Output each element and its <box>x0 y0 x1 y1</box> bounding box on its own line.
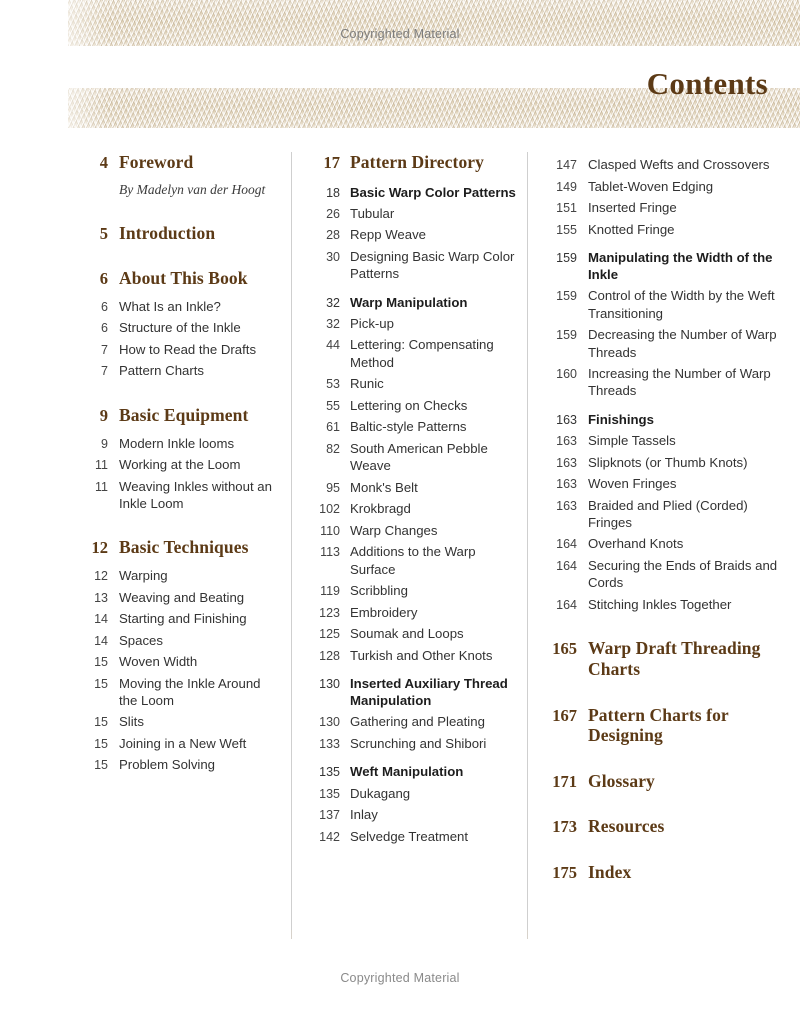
toc-page-number: 163 <box>556 412 577 427</box>
toc-entry-title: Knotted Fringe <box>588 221 675 237</box>
toc-entry[interactable] <box>549 771 782 792</box>
toc-page-number: 163 <box>556 434 577 449</box>
toc-entry-title: Designing Basic Warp Color Patterns <box>350 248 515 282</box>
toc-entry-title: Embroidery <box>350 604 418 620</box>
toc-entry-title: Woven Fringes <box>588 476 677 492</box>
toc-page-number: 11 <box>95 458 108 473</box>
toc-page-number: 9 <box>99 405 108 425</box>
toc-entry[interactable] <box>88 567 275 585</box>
toc-entry[interactable] <box>88 675 275 710</box>
toc-entry[interactable] <box>314 152 517 173</box>
toc-page-number: 151 <box>556 201 577 215</box>
toc-entry[interactable] <box>314 785 517 803</box>
toc-entry-title: Monk's Belt <box>350 479 418 495</box>
toc-page-number: 9 <box>101 436 108 451</box>
toc-entry-title: Structure of the Inkle <box>119 320 241 336</box>
toc-page-number: 164 <box>556 558 577 573</box>
toc-entry-title: Tubular <box>350 205 395 221</box>
toc-entry-title: Warp Manipulation <box>350 294 468 310</box>
toc-entry[interactable] <box>314 543 517 578</box>
toc-entry[interactable] <box>314 294 517 311</box>
toc-entry[interactable] <box>88 223 275 244</box>
toc-entry-title: Finishings <box>588 411 654 427</box>
toc-page-number: 159 <box>556 328 577 343</box>
toc-entry-title: Stitching Inkles Together <box>588 596 732 612</box>
toc-entry-title: Slipknots (or Thumb Knots) <box>588 454 748 470</box>
toc-page-number: 32 <box>326 316 340 331</box>
toc-page-number: 171 <box>552 771 577 791</box>
toc-page-number: 123 <box>319 605 340 620</box>
toc-entry-title: Baltic-style Patterns <box>350 419 467 435</box>
toc-entry-title: Additions to the Warp Surface <box>350 544 476 577</box>
toc-page-number: 6 <box>101 299 108 314</box>
toc-page-number: 149 <box>556 179 577 194</box>
toc-entry-title: About This Book <box>119 268 248 289</box>
toc-entry[interactable] <box>88 268 275 289</box>
toc-entry[interactable] <box>314 248 517 283</box>
toc-entry[interactable] <box>549 454 782 472</box>
toc-entry[interactable] <box>549 411 782 428</box>
toc-page-number: 135 <box>319 765 340 780</box>
toc-entry[interactable] <box>314 315 517 333</box>
toc-entry[interactable] <box>314 397 517 415</box>
toc-entry-title: Warp Changes <box>350 522 438 538</box>
page-title: Contents <box>646 65 768 101</box>
toc-page-number: 110 <box>320 523 340 538</box>
toc-page-number: 165 <box>552 639 577 659</box>
toc-entry[interactable] <box>88 152 275 173</box>
toc-page-number: 82 <box>326 441 340 456</box>
toc-page-number: 28 <box>326 228 340 243</box>
toc-page-number: 55 <box>326 398 340 413</box>
toc-page-number: 173 <box>552 817 577 837</box>
toc-entry-title: Modern Inkle looms <box>119 435 235 451</box>
toc-entry[interactable] <box>549 287 782 322</box>
toc-entry-title: Spaces <box>119 632 163 648</box>
toc-page-number: 113 <box>320 545 340 560</box>
toc-entry[interactable] <box>314 604 517 622</box>
toc-entry[interactable] <box>314 184 517 201</box>
toc-page-number: 155 <box>556 222 577 237</box>
toc-page-number: 6 <box>99 269 108 289</box>
toc-entry-title: Foreword <box>119 152 194 172</box>
toc-entry-title: Index <box>588 862 632 883</box>
toc-page-number: 163 <box>556 455 577 470</box>
toc-page-number: 159 <box>556 289 577 304</box>
toc-entry[interactable] <box>314 336 517 371</box>
toc-entry-title: Runic <box>350 376 384 392</box>
toc-entry[interactable] <box>314 806 517 824</box>
toc-page-number: 14 <box>94 612 108 627</box>
toc-page-number: 44 <box>326 338 340 353</box>
toc-entry-title: Weaving and Beating <box>119 589 245 605</box>
toc-page-number: 95 <box>326 480 340 495</box>
toc-entry-title: Manipulating the Width of the Inkle <box>588 250 773 283</box>
toc-entry-title: Braided and Plied (Corded) Fringes <box>588 497 748 531</box>
contents-columns <box>0 152 800 937</box>
toc-entry-title: Inserted Fringe <box>588 200 677 215</box>
toc-entry-title: Basic Equipment <box>119 404 249 425</box>
toc-entry-title: Repp Weave <box>350 227 426 243</box>
contents-column-1 <box>0 152 291 778</box>
toc-entry-title: Joining in a New Weft <box>119 735 247 751</box>
toc-page-number: 13 <box>94 590 108 605</box>
toc-entry[interactable] <box>88 319 275 337</box>
toc-entry[interactable] <box>314 479 517 497</box>
toc-page-number: 5 <box>99 223 108 243</box>
toc-page-number: 11 <box>95 479 108 494</box>
toc-page-number: 130 <box>319 677 340 692</box>
toc-entry[interactable] <box>314 675 517 709</box>
toc-entry-title: Weaving Inkles without an Inkle Loom <box>119 478 272 511</box>
toc-entry[interactable] <box>549 249 782 283</box>
toc-entry[interactable] <box>549 432 782 450</box>
toc-page-number: 15 <box>94 715 108 730</box>
toc-entry-title: Gathering and Pleating <box>350 714 485 730</box>
toc-entry-title: Soumak and Loops <box>350 626 464 642</box>
toc-page-number: 15 <box>94 736 108 751</box>
toc-entry[interactable] <box>88 589 275 607</box>
toc-page-number: 130 <box>319 715 340 730</box>
toc-entry[interactable] <box>549 178 782 196</box>
toc-entry[interactable] <box>314 735 517 753</box>
toc-page-number: 135 <box>319 786 340 801</box>
toc-entry[interactable] <box>549 596 782 614</box>
toc-entry-title: Selvedge Treatment <box>350 828 469 844</box>
toc-entry-title: Control of the Width by the Weft Transitioning <box>588 288 775 321</box>
toc-entry-title: Starting and Finishing <box>119 611 247 627</box>
toc-entry[interactable] <box>88 435 275 453</box>
copyright-notice-top: Copyrighted Material <box>340 27 460 41</box>
toc-entry[interactable] <box>549 199 782 217</box>
toc-entry-title: Tablet-Woven Edging <box>588 178 714 194</box>
toc-page-number: 142 <box>319 829 340 844</box>
toc-page-number: 160 <box>556 367 577 381</box>
toc-page-number: 53 <box>326 377 340 392</box>
toc-entry-title: South American Pebble Weave <box>350 440 488 474</box>
toc-entry[interactable] <box>549 557 782 592</box>
toc-entry[interactable] <box>88 298 275 316</box>
toc-entry-title: What Is an Inkle? <box>119 298 221 314</box>
toc-page-number: 6 <box>101 321 108 336</box>
toc-entry-title: Inlay <box>350 807 378 823</box>
toc-page-number: 164 <box>556 537 577 552</box>
toc-entry[interactable] <box>549 535 782 553</box>
toc-page-number: 125 <box>319 627 340 642</box>
toc-page-number: 102 <box>319 502 340 517</box>
toc-entry[interactable] <box>549 326 782 361</box>
toc-page-number: 12 <box>94 569 108 584</box>
toc-entry-title: Dukagang <box>350 785 411 801</box>
toc-entry[interactable] <box>314 440 517 475</box>
toc-entry[interactable] <box>549 638 782 679</box>
toc-entry[interactable] <box>549 365 782 400</box>
toc-entry-title: Basic Techniques <box>119 537 249 558</box>
toc-entry[interactable] <box>88 362 275 380</box>
toc-entry[interactable] <box>314 647 517 665</box>
toc-page-number: 61 <box>326 420 340 435</box>
toc-entry-title: Moving the Inkle Around the Loom <box>119 675 261 708</box>
toc-page-number: 137 <box>319 808 340 823</box>
toc-entry-title: Weft Manipulation <box>350 764 464 780</box>
crop-mark-right <box>527 930 528 939</box>
toc-entry[interactable] <box>314 418 517 436</box>
toc-entry-title: Krokbragd <box>350 501 411 517</box>
toc-page-number: 12 <box>91 538 108 558</box>
toc-entry[interactable] <box>549 221 782 239</box>
toc-page-number: 119 <box>320 584 340 599</box>
toc-entry[interactable] <box>314 582 517 600</box>
toc-entry-title: Simple Tassels <box>588 433 676 449</box>
toc-page-number: 167 <box>552 705 577 725</box>
toc-entry-title: Pattern Directory <box>350 152 485 172</box>
toc-page-number: 18 <box>326 185 340 200</box>
toc-page-number: 164 <box>556 597 577 612</box>
toc-entry-title: How to Read the Drafts <box>119 341 257 357</box>
contents-column-3 <box>527 152 800 937</box>
toc-entry[interactable] <box>314 226 517 244</box>
toc-entry[interactable] <box>314 828 517 846</box>
toc-entry-title: Scribbling <box>350 583 408 599</box>
toc-entry[interactable] <box>549 705 782 746</box>
toc-entry[interactable] <box>314 522 517 540</box>
toc-entry[interactable] <box>88 610 275 628</box>
toc-page-number: 163 <box>556 477 577 492</box>
toc-entry[interactable] <box>88 632 275 650</box>
toc-entry[interactable] <box>314 205 517 223</box>
toc-entry[interactable] <box>88 756 275 774</box>
toc-entry-title: Overhand Knots <box>588 536 684 552</box>
toc-entry[interactable] <box>314 500 517 518</box>
toc-page-number: 7 <box>101 364 108 379</box>
toc-entry[interactable] <box>88 735 275 753</box>
toc-entry[interactable] <box>314 375 517 393</box>
toc-page-number: 175 <box>552 863 577 883</box>
toc-page-number: 147 <box>556 158 577 172</box>
toc-entry[interactable] <box>314 713 517 731</box>
toc-page-number: 14 <box>94 633 108 648</box>
toc-entry-title: Turkish and Other Knots <box>350 647 493 663</box>
toc-entry[interactable] <box>88 341 275 359</box>
toc-entry-title: Decreasing the Number of Warp Threads <box>588 327 777 360</box>
toc-entry-title: Lettering: Compensating Method <box>350 337 494 370</box>
toc-page-number: 7 <box>101 342 108 357</box>
toc-entry-title: Woven Width <box>119 654 198 670</box>
toc-entry-title: Pick-up <box>350 315 394 331</box>
toc-entry-byline: By Madelyn van der Hoogt <box>119 181 266 197</box>
toc-entry[interactable] <box>549 816 782 837</box>
toc-page-number: 159 <box>556 251 577 265</box>
toc-page-number: 30 <box>326 249 340 264</box>
toc-entry[interactable] <box>88 456 275 474</box>
toc-entry[interactable] <box>88 537 275 558</box>
copyright-notice-bottom: Copyrighted Material <box>340 971 460 985</box>
contents-column-2 <box>291 152 527 937</box>
toc-page-number: 26 <box>326 206 340 221</box>
toc-entry-title: Securing the Ends of Braids and Cords <box>588 557 778 591</box>
toc-entry[interactable] <box>549 862 782 883</box>
toc-page-number: 15 <box>94 655 108 670</box>
toc-page-number: 133 <box>319 736 340 751</box>
toc-entry-title: Increasing the Number of Warp Threads <box>588 366 771 399</box>
toc-entry-title: Glossary <box>588 770 655 791</box>
toc-page-number: 15 <box>94 676 108 691</box>
toc-entry-title: Warp Draft Threading Charts <box>588 638 761 679</box>
toc-entry-title: Pattern Charts <box>119 363 205 379</box>
toc-entry-title: Inserted Auxiliary Thread Manipulation <box>350 676 508 709</box>
toc-entry-title: Scrunching and Shibori <box>350 735 487 751</box>
toc-entry-title: Working at the Loom <box>119 457 241 473</box>
toc-page-number: 4 <box>99 153 108 172</box>
toc-entry[interactable] <box>88 713 275 731</box>
toc-page-number: 163 <box>556 498 577 513</box>
toc-entry[interactable] <box>88 653 275 671</box>
toc-entry[interactable] <box>549 475 782 493</box>
toc-page-number: 17 <box>323 153 340 172</box>
toc-entry-title: Problem Solving <box>119 757 216 773</box>
toc-entry[interactable] <box>549 497 782 532</box>
toc-entry[interactable] <box>88 478 275 513</box>
toc-entry-title: Warping <box>119 568 168 584</box>
toc-page-number: 15 <box>94 758 108 773</box>
toc-entry-title: Basic Warp Color Patterns <box>350 184 516 200</box>
toc-page-number: 128 <box>319 648 340 663</box>
toc-entry-title: Slits <box>119 714 144 730</box>
toc-entry[interactable] <box>314 625 517 643</box>
toc-entry-title: Pattern Charts for Designing <box>588 704 729 746</box>
toc-page-number: 32 <box>326 295 340 310</box>
toc-entry-title: Resources <box>588 816 665 837</box>
toc-entry-title: Lettering on Checks <box>350 397 468 413</box>
toc-entry-title: Clasped Wefts and Crossovers <box>588 157 770 172</box>
toc-entry-title: Introduction <box>119 222 216 243</box>
toc-entry[interactable] <box>549 156 782 174</box>
crop-mark-left <box>291 930 292 939</box>
toc-entry[interactable] <box>314 763 517 780</box>
toc-entry[interactable] <box>88 405 275 426</box>
